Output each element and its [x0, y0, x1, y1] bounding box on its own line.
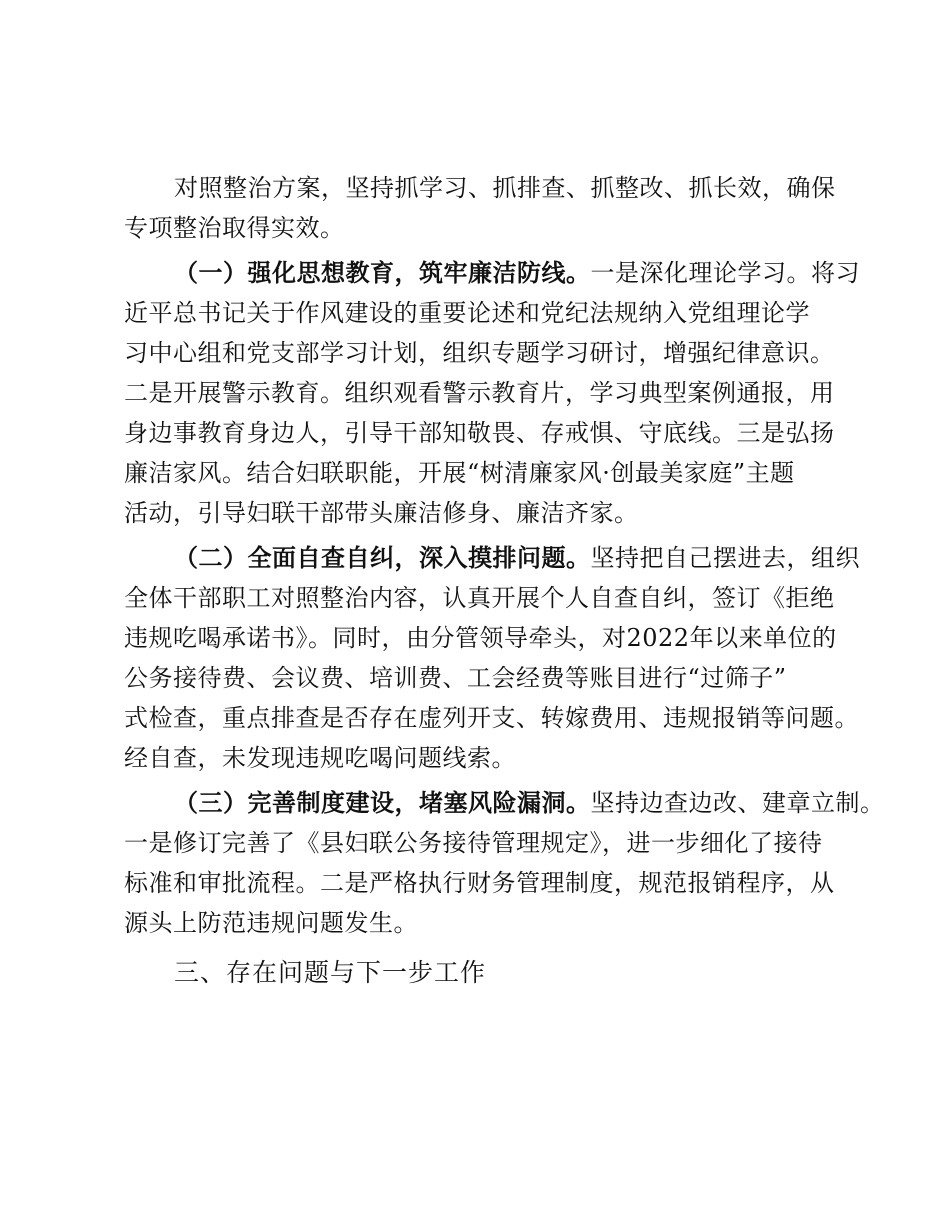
section-lead: （二）全面自查自纠，深入摸排问题。 [174, 543, 591, 572]
text-line: 身边事教育身边人，引导干部知敬畏、存戒惧、守底线。三是弘扬 [124, 419, 835, 447]
paragraph-section-2 [124, 538, 860, 778]
text-line: 公务接待费、会议费、培训费、工会经费等账目进行“过筛子” [124, 664, 787, 692]
text-line [124, 253, 860, 293]
document-body [124, 168, 885, 993]
text-line: 标准和审批流程。二是严格执行财务管理制度，规范报销程序，从 [124, 869, 835, 897]
text-line [124, 783, 885, 823]
text-line: 式检查，重点排查是否存在虚列开支、转嫁费用、违规报销等问题。 [124, 704, 859, 732]
paragraph-section-3 [124, 783, 885, 943]
text-line: 违规吃喝承诺书》。同时，由分管领导牵头，对2022年以来单位的 [124, 624, 837, 652]
text-line: 专项整治取得实效。 [124, 214, 345, 242]
section-heading: 三、存在问题与下一步工作 [174, 958, 487, 987]
text-line: 二是开展警示教育。组织观看警示教育片，学习典型案例通报，用 [124, 379, 835, 407]
text-line: 对照整治方案，坚持抓学习、抓排查、抓整改、抓长效，确保 [174, 174, 836, 202]
section-lead: （三）完善制度建设，堵塞风险漏洞。 [174, 788, 591, 817]
text-line: 活动，引导妇联干部带头廉洁修身、廉洁齐家。 [124, 499, 639, 527]
section-lead-rest: 一是深化理论学习。将习 [590, 259, 860, 287]
section-lead-rest: 坚持把自己摆进去，组织 [590, 544, 860, 572]
text-line: 一是修订完善了《县妇联公务接待管理规定》，进一步细化了接待 [124, 829, 823, 857]
paragraph-intro [124, 168, 834, 248]
text-line: 习中心组和党支部学习计划，组织专题学习研讨，增强纪律意识。 [124, 339, 835, 367]
text-line: 廉洁家风。结合妇联职能，开展“树清廉家风·创最美家庭”主题 [124, 459, 795, 487]
paragraph-section-1 [124, 253, 860, 533]
text-line [124, 538, 860, 578]
text-line: 近平总书记关于作风建设的重要论述和党纪法规纳入党组理论学 [124, 299, 810, 327]
text-line: 源头上防范违规问题发生。 [124, 909, 418, 937]
text-line: 经自查，未发现违规吃喝问题线索。 [124, 744, 516, 772]
section-lead-rest: 坚持边查边改、建章立制。 [590, 789, 885, 817]
section-lead: （一）强化思想教育，筑牢廉洁防线。 [174, 258, 591, 287]
text-line: 全体干部职工对照整治内容，认真开展个人自查自纠，签订《拒绝 [124, 584, 835, 612]
